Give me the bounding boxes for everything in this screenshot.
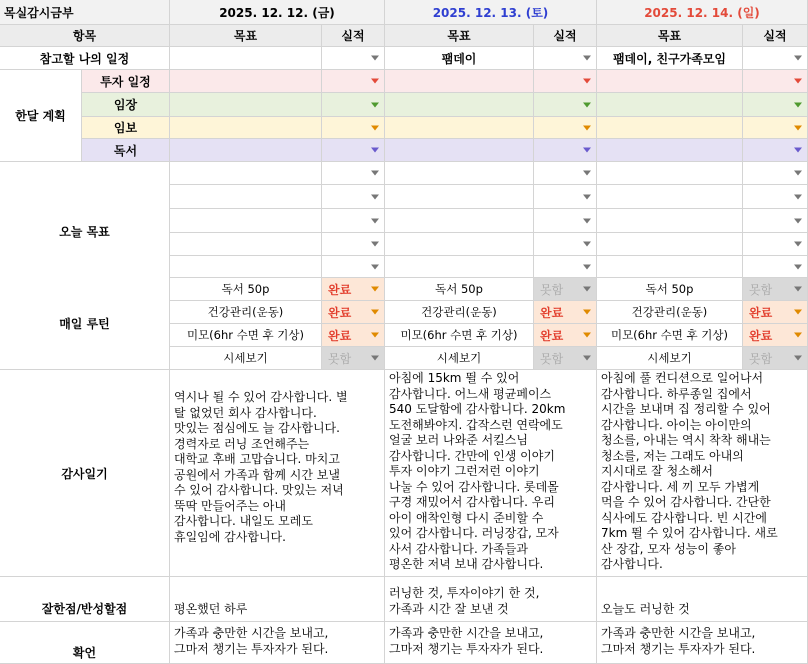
row-label-confirm: 확언 (0, 622, 170, 664)
today-goal-cell[interactable] (597, 185, 743, 209)
today-goal-cell[interactable] (385, 233, 534, 256)
monthly-dropdown[interactable] (322, 139, 385, 162)
chevron-down-icon[interactable] (371, 310, 379, 315)
today-goal-cell[interactable] (170, 233, 322, 256)
routine-task: 시세보기 (597, 347, 743, 370)
chevron-down-icon[interactable] (583, 194, 591, 199)
monthly-goal-cell[interactable] (170, 117, 322, 139)
monthly-sub-label: 임보 (82, 117, 170, 139)
routine-status[interactable]: 완료 (743, 301, 808, 324)
chevron-down-icon[interactable] (794, 125, 802, 130)
monthly-sub-label: 독서 (82, 139, 170, 162)
today-dropdown[interactable] (322, 185, 385, 209)
chevron-down-icon[interactable] (371, 264, 379, 269)
monthly-goal-cell[interactable] (170, 93, 322, 117)
routine-status[interactable]: 못함 (534, 347, 597, 370)
chevron-down-icon[interactable] (371, 148, 379, 153)
today-dropdown[interactable] (534, 162, 597, 185)
confirm-text[interactable]: 가족과 충만한 시간을 보내고, 그마저 챙기는 투자자가 된다. (385, 622, 597, 664)
monthly-sub-label: 임장 (82, 93, 170, 117)
routine-status[interactable]: 못함 (534, 278, 597, 301)
row-label-reflect: 잘한점/반성할점 (0, 577, 170, 622)
schedule-dropdown[interactable] (534, 47, 597, 70)
col-header-result: 실적 (743, 25, 808, 47)
col-header-item: 항목 (0, 25, 170, 47)
chevron-down-icon[interactable] (371, 242, 379, 247)
routine-status[interactable]: 완료 (322, 324, 385, 347)
schedule-dropdown[interactable] (743, 47, 808, 70)
routine-status[interactable]: 못함 (743, 278, 808, 301)
day-header: 2025. 12. 14. (일) (597, 0, 808, 25)
routine-status[interactable]: 완료 (534, 301, 597, 324)
day-header: 2025. 12. 12. (금) (170, 0, 385, 25)
chevron-down-icon[interactable] (794, 194, 802, 199)
routine-status[interactable]: 못함 (322, 347, 385, 370)
routine-task: 독서 50p (385, 278, 534, 301)
today-goal-cell[interactable] (597, 162, 743, 185)
row-label-monthly: 한달 계획 (0, 70, 82, 162)
today-goal-cell[interactable] (385, 256, 534, 278)
monthly-dropdown[interactable] (743, 117, 808, 139)
chevron-down-icon[interactable] (371, 125, 379, 130)
monthly-dropdown[interactable] (534, 139, 597, 162)
chevron-down-icon[interactable] (371, 333, 379, 338)
monthly-sub-label: 투자 일정 (82, 70, 170, 93)
routine-task: 독서 50p (597, 278, 743, 301)
routine-task: 건강관리(운동) (385, 301, 534, 324)
chevron-down-icon[interactable] (371, 56, 379, 61)
day-header: 2025. 12. 13. (토) (385, 0, 597, 25)
routine-task: 미모(6hr 수면 후 기상) (170, 324, 322, 347)
monthly-dropdown[interactable] (322, 70, 385, 93)
monthly-goal-cell[interactable] (170, 139, 322, 162)
today-dropdown[interactable] (743, 162, 808, 185)
monthly-dropdown[interactable] (322, 117, 385, 139)
chevron-down-icon[interactable] (794, 264, 802, 269)
chevron-down-icon[interactable] (371, 356, 379, 361)
chevron-down-icon[interactable] (794, 102, 802, 107)
today-dropdown[interactable] (322, 233, 385, 256)
monthly-dropdown[interactable] (322, 93, 385, 117)
chevron-down-icon[interactable] (583, 56, 591, 61)
monthly-goal-cell[interactable] (597, 139, 743, 162)
schedule-value (170, 47, 322, 70)
routine-status[interactable]: 못함 (743, 347, 808, 370)
chevron-down-icon[interactable] (583, 148, 591, 153)
today-dropdown[interactable] (743, 185, 808, 209)
today-dropdown[interactable] (322, 209, 385, 233)
today-goal-cell[interactable] (597, 209, 743, 233)
chevron-down-icon[interactable] (794, 79, 802, 84)
monthly-goal-cell[interactable] (385, 117, 534, 139)
chevron-down-icon[interactable] (794, 148, 802, 153)
chevron-down-icon[interactable] (583, 333, 591, 338)
today-dropdown[interactable] (322, 256, 385, 278)
chevron-down-icon[interactable] (794, 218, 802, 223)
chevron-down-icon[interactable] (794, 356, 802, 361)
diary-text[interactable]: 역시나 될 수 있어 감사합니다. 별 탈 없었던 회사 감사합니다. 맛있는 점심에도 늘 감사합니다. 경력자로 러닝 조언해주는 대학교 후배 고맙습니다. 마치고 공원에서 가족과 함께 시간 보낼 수 있어 감사합니다. 맛있는 저녁 뚝딱 만들어주는 아내 감사합니다. 내일도 모레도 휴일임에 감사합니다. (170, 370, 385, 577)
today-goal-cell[interactable] (385, 162, 534, 185)
confirm-text[interactable]: 가족과 충만한 시간을 보내고, 그마저 챙기는 투자자가 된다. (597, 622, 808, 664)
routine-task: 건강관리(운동) (170, 301, 322, 324)
chevron-down-icon[interactable] (794, 242, 802, 247)
diary-text[interactable]: 아침에 15km 뛸 수 있어 감사합니다. 어느새 평균페이스 540 도달함에 감사합니다. 20km 도전해봐야지. 갑작스런 연락에도 얼굴 보러 나와준 서킬스님 감사합니다. 간만에 인생 이야기 투자 이야기 그런저런 이야기 나눌 수 있어 감사합니다. 롯데몰 구경 재밌어서 감사합니다. 우리 아이 애착인형 다시 준비할 수 있어 감사합니다. 러닝장갑, 모자 사서 감사합니다. 가족들과 평온한 저녁 보내 감사합니다. (385, 370, 597, 577)
chevron-down-icon[interactable] (583, 310, 591, 315)
chevron-down-icon[interactable] (583, 242, 591, 247)
chevron-down-icon[interactable] (583, 287, 591, 292)
routine-task: 독서 50p (170, 278, 322, 301)
row-label-today: 오늘 목표 (0, 162, 170, 301)
monthly-dropdown[interactable] (743, 139, 808, 162)
today-goal-cell[interactable] (170, 185, 322, 209)
chevron-down-icon[interactable] (583, 102, 591, 107)
today-goal-cell[interactable] (597, 256, 743, 278)
schedule-dropdown[interactable] (322, 47, 385, 70)
chevron-down-icon[interactable] (794, 56, 802, 61)
monthly-dropdown[interactable] (743, 70, 808, 93)
chevron-down-icon[interactable] (794, 287, 802, 292)
chevron-down-icon[interactable] (371, 194, 379, 199)
schedule-value: 팸데이, 친구가족모임 (597, 47, 743, 70)
routine-task: 시세보기 (170, 347, 322, 370)
row-label-routine: 매일 루틴 (0, 278, 170, 370)
chevron-down-icon[interactable] (794, 171, 802, 176)
monthly-dropdown[interactable] (534, 93, 597, 117)
chevron-down-icon[interactable] (794, 310, 802, 315)
today-goal-cell[interactable] (385, 185, 534, 209)
routine-status[interactable]: 완료 (322, 301, 385, 324)
chevron-down-icon[interactable] (583, 264, 591, 269)
today-dropdown[interactable] (322, 162, 385, 185)
col-header-result: 실적 (322, 25, 385, 47)
monthly-goal-cell[interactable] (597, 117, 743, 139)
today-dropdown[interactable] (534, 256, 597, 278)
chevron-down-icon[interactable] (371, 79, 379, 84)
chevron-down-icon[interactable] (583, 218, 591, 223)
today-dropdown[interactable] (534, 185, 597, 209)
routine-task: 시세보기 (385, 347, 534, 370)
today-goal-cell[interactable] (597, 233, 743, 256)
chevron-down-icon[interactable] (583, 125, 591, 130)
chevron-down-icon[interactable] (794, 333, 802, 338)
chevron-down-icon[interactable] (583, 356, 591, 361)
today-dropdown[interactable] (534, 233, 597, 256)
routine-status[interactable]: 완료 (322, 278, 385, 301)
today-goal-cell[interactable] (170, 209, 322, 233)
monthly-goal-cell[interactable] (385, 139, 534, 162)
today-dropdown[interactable] (534, 209, 597, 233)
today-goal-cell[interactable] (385, 209, 534, 233)
monthly-goal-cell[interactable] (170, 70, 322, 93)
row-label-schedule: 참고할 나의 일정 (0, 47, 170, 70)
routine-task: 미모(6hr 수면 후 기상) (385, 324, 534, 347)
col-header-goal: 목표 (597, 25, 743, 47)
col-header-result: 실적 (534, 25, 597, 47)
confirm-text[interactable]: 가족과 충만한 시간을 보내고, 그마저 챙기는 투자자가 된다. (170, 622, 385, 664)
schedule-value: 팸데이 (385, 47, 534, 70)
today-dropdown[interactable] (743, 256, 808, 278)
routine-status[interactable]: 완료 (743, 324, 808, 347)
reflect-text[interactable]: 평온했던 하루 (170, 577, 385, 622)
routine-task: 건강관리(운동) (597, 301, 743, 324)
chevron-down-icon[interactable] (583, 79, 591, 84)
today-goal-cell[interactable] (170, 162, 322, 185)
reflect-text[interactable]: 오늘도 러닝한 것 (597, 577, 808, 622)
row-label-diary: 감사일기 (0, 370, 170, 577)
chevron-down-icon[interactable] (583, 171, 591, 176)
sheet-title: 목실감시금부 (0, 0, 170, 25)
monthly-dropdown[interactable] (534, 70, 597, 93)
chevron-down-icon[interactable] (371, 102, 379, 107)
reflect-text[interactable]: 러닝한 것, 투자이야기 한 것, 가족과 시간 잘 보낸 것 (385, 577, 597, 622)
monthly-dropdown[interactable] (534, 117, 597, 139)
today-goal-cell[interactable] (170, 256, 322, 278)
routine-task: 미모(6hr 수면 후 기상) (597, 324, 743, 347)
chevron-down-icon[interactable] (371, 171, 379, 176)
col-header-goal: 목표 (385, 25, 534, 47)
col-header-goal: 목표 (170, 25, 322, 47)
chevron-down-icon[interactable] (371, 287, 379, 292)
today-dropdown[interactable] (743, 209, 808, 233)
diary-text[interactable]: 아침에 풀 컨디션으로 일어나서 감사합니다. 하루종일 집에서 시간을 보내며 집 정리할 수 있어 감사합니다. 아이는 아이만의 청소를, 아내는 역시 착착 해내는 청소를, 저는 그래도 아내의 지시대로 잘 청소해서 감사합니다. 세 끼 모두 가볍게 먹을 수 있어 감사합니다. 간단한 식사에도 감사합니다. 빈 시간에 7km 뛸 수 있어 감사합니다. 새로 산 장갑, 모자 성능이 좋아 감사합니다. (597, 370, 808, 577)
monthly-goal-cell[interactable] (597, 93, 743, 117)
monthly-goal-cell[interactable] (385, 93, 534, 117)
chevron-down-icon[interactable] (371, 218, 379, 223)
monthly-goal-cell[interactable] (597, 70, 743, 93)
monthly-goal-cell[interactable] (385, 70, 534, 93)
today-dropdown[interactable] (743, 233, 808, 256)
routine-status[interactable]: 완료 (534, 324, 597, 347)
monthly-dropdown[interactable] (743, 93, 808, 117)
